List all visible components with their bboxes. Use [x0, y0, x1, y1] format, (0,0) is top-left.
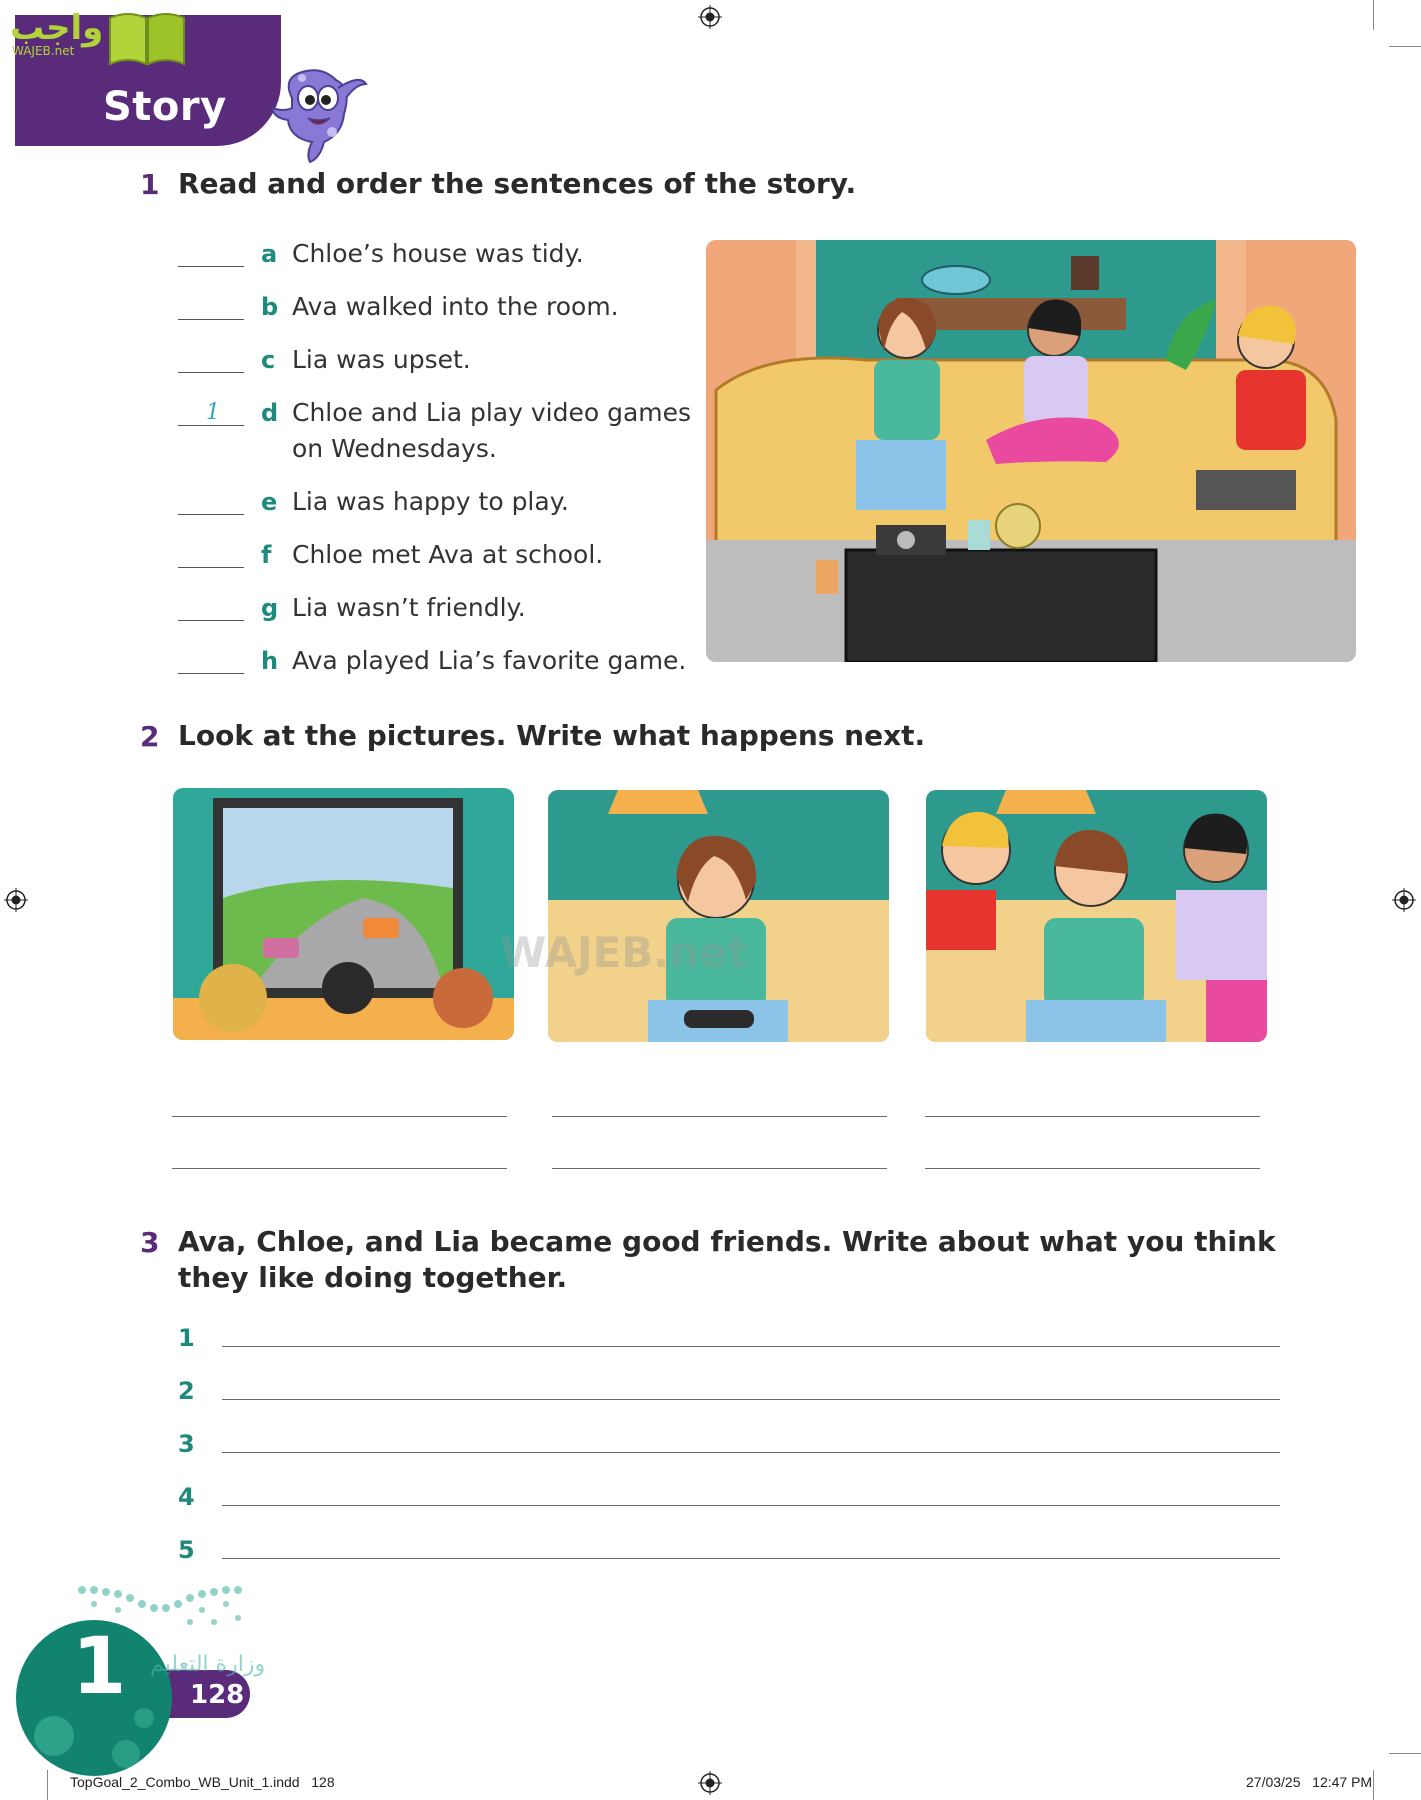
writing-line[interactable] — [222, 1346, 1280, 1347]
item-letter: e — [261, 488, 278, 516]
writing-line[interactable] — [222, 1558, 1280, 1559]
writing-line[interactable] — [172, 1116, 507, 1117]
unit-number: 1 — [72, 1622, 127, 1712]
line-number: 1 — [178, 1324, 195, 1352]
answer-blank[interactable] — [178, 567, 244, 568]
writing-line[interactable] — [222, 1399, 1280, 1400]
sentence-text: Lia was upset. — [292, 345, 471, 374]
exercise-number: 3 — [140, 1226, 160, 1259]
item-letter: f — [261, 541, 272, 569]
section-title: Story — [103, 84, 227, 130]
item-letter: d — [261, 399, 279, 427]
answer-blank[interactable] — [178, 372, 244, 373]
sentence-text: Chloe’s house was tidy. — [292, 239, 584, 268]
writing-line[interactable] — [222, 1452, 1280, 1453]
answer-blank[interactable] — [178, 425, 244, 426]
answer-blank[interactable] — [178, 673, 244, 674]
exercise-number: 2 — [140, 720, 160, 753]
line-number: 4 — [178, 1483, 195, 1511]
writing-line[interactable] — [925, 1168, 1260, 1169]
site-logo-small: WAJEB.net — [12, 44, 75, 58]
sentence-list — [178, 240, 698, 690]
line-number: 2 — [178, 1377, 195, 1405]
item-letter: b — [261, 293, 279, 321]
book-logo-icon — [106, 8, 188, 66]
crop-mark-bottom-right-h — [1389, 1753, 1421, 1754]
item-letter: c — [261, 346, 276, 374]
page-number: 128 — [190, 1680, 245, 1710]
exercise-instruction: Read and order the sentences of the story. — [178, 167, 857, 200]
ministry-text: وزارة التعليم — [150, 1652, 266, 1677]
registration-mark-icon — [4, 888, 28, 912]
site-logo-text: واجب — [10, 8, 104, 48]
handwritten-answer: 1 — [206, 400, 220, 425]
sentence-text: Ava walked into the room. — [292, 292, 619, 321]
picture-race-game — [173, 788, 514, 1040]
item-letter: a — [261, 240, 278, 268]
writing-line[interactable] — [222, 1505, 1280, 1506]
writing-line[interactable] — [552, 1168, 887, 1169]
writing-line[interactable] — [172, 1168, 507, 1169]
item-letter: g — [261, 594, 279, 622]
answer-blank[interactable] — [178, 266, 244, 267]
exercise-instruction: Look at the pictures. Write what happens next. — [178, 719, 926, 752]
mascot-character-icon — [262, 58, 374, 170]
story-illustration — [706, 240, 1356, 662]
sentence-text: Lia wasn’t friendly. — [292, 593, 526, 622]
sentence-text: Lia was happy to play. — [292, 487, 569, 516]
crop-mark-top-right-v — [1373, 0, 1374, 30]
footer-datetime: 27/03/25 12:47 PM — [1246, 1774, 1373, 1790]
picture-girl-upset — [548, 790, 889, 1042]
exercise-number: 1 — [140, 168, 160, 201]
crop-mark-top-right-h — [1389, 46, 1421, 47]
sentence-text: Chloe met Ava at school. — [292, 540, 604, 569]
exercise-instruction: Ava, Chloe, and Lia became good friends. Write about what you think — [178, 1225, 1276, 1258]
sentence-text-continued: on Wednesdays. — [292, 434, 497, 463]
answer-blank[interactable] — [178, 514, 244, 515]
crop-mark-bottom-right-v — [1373, 1770, 1374, 1800]
writing-line[interactable] — [925, 1116, 1260, 1117]
footer-filename: TopGoal_2_Combo_WB_Unit_1.indd 128 — [70, 1774, 335, 1790]
watermark: WAJEB.net — [500, 928, 748, 977]
registration-mark-icon — [1392, 888, 1416, 912]
answer-blank[interactable] — [178, 319, 244, 320]
registration-mark-icon — [698, 1771, 722, 1795]
writing-line[interactable] — [552, 1116, 887, 1117]
registration-mark-icon — [698, 5, 722, 29]
sentence-text: Ava played Lia’s favorite game. — [292, 646, 687, 675]
exercise-instruction-continued: they like doing together. — [178, 1261, 568, 1294]
answer-blank[interactable] — [178, 620, 244, 621]
picture-friends-happy — [926, 790, 1267, 1042]
item-letter: h — [261, 647, 279, 675]
sentence-text: Chloe and Lia play video games — [292, 398, 692, 427]
line-number: 3 — [178, 1430, 195, 1458]
line-number: 5 — [178, 1536, 195, 1564]
